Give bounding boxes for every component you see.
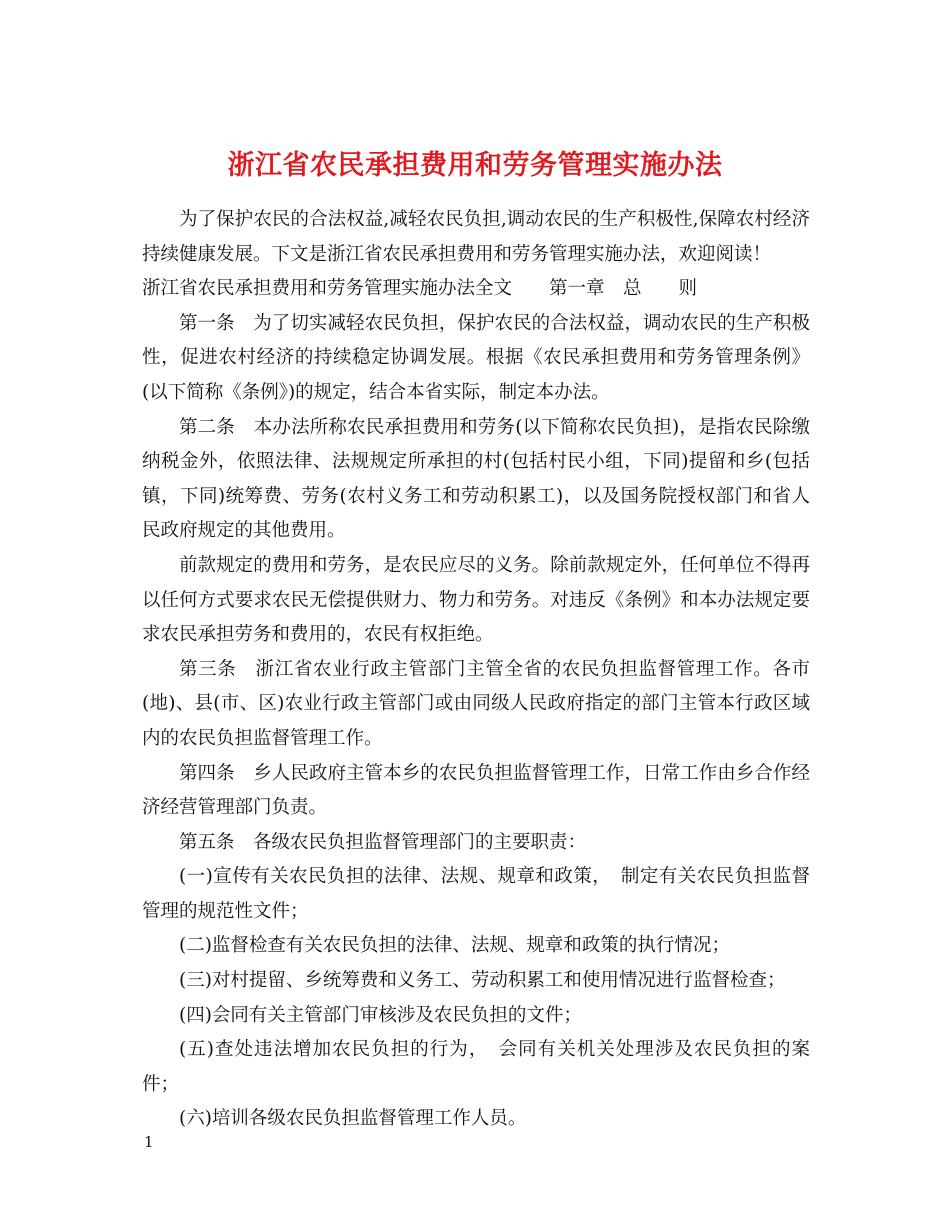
paragraph-article-3: 第三条 浙江省农业行政主管部门主管全省的农民负担监督管理工作。各市(地)、县(市、区)农业行政主管部门或由同级人民政府指定的部门主管本行政区域内的农民负担监督管理工作。: [142, 658, 810, 749]
list-item-duty-6: (六)培训各级农民负担监督管理工作人员。: [179, 1108, 527, 1130]
document-title: 浙江省农民承担费用和劳务管理实施办法: [227, 150, 723, 182]
paragraph-article-1: 第一条 为了切实减轻农民负担，保护农民的合法权益，调动农民的生产积极性，促进农村经济的持续稳定协调发展。根据《农民承担费用和劳务管理条例》(以下简称《条例》)的规定，结合本省实际，制定本办法。: [142, 312, 810, 403]
document-body: [142, 203, 810, 1137]
list-item-duty-1: (一)宣传有关农民负担的法律、法规、规章和政策， 制定有关农民负担监督管理的规范性文件；: [142, 866, 810, 922]
paragraph-intro: 为了保护农民的合法权益,减轻农民负担,调动农民的生产积极性,保障农村经济持续健康发展。下文是浙江省农民承担费用和劳务管理实施办法，欢迎阅读！: [142, 209, 810, 265]
paragraph-article-2-cont: 前款规定的费用和劳务，是农民应尽的义务。除前款规定外，任何单位不得再以任何方式要求农民无偿提供财力、物力和劳务。对违反《条例》和本办法规定要求农民承担劳务和费用的，农民有权拒绝。: [142, 554, 810, 646]
paragraph-article-2: 第二条 本办法所称农民承担费用和劳务(以下简称农民负担)，是指农民除缴纳税金外，依照法律、法规规定所承担的村(包括村民小组，下同)提留和乡(包括镇，下同)统筹费、劳务(农村义务工和劳动积累工)，以及国务院授权部门和省人民政府规定的其他费用。: [142, 416, 810, 542]
list-item-duty-4: (四)会同有关主管部门审核涉及农民负担的文件；: [179, 1004, 582, 1026]
page-number: 1: [144, 1133, 154, 1151]
list-item-duty-5: (五)查处违法增加农民负担的行为， 会同有关机关处理涉及农民负担的案件；: [142, 1039, 810, 1095]
list-item-duty-3: (三)对村提留、乡统筹费和义务工、劳动积累工和使用情况进行监督检查；: [179, 970, 786, 992]
paragraph-chapter-heading: 浙江省农民承担费用和劳务管理实施办法全文 第一章 总 则: [142, 278, 698, 300]
paragraph-article-4: 第四条 乡人民政府主管本乡的农民负担监督管理工作，日常工作由乡合作经济经营管理部门负责。: [142, 762, 810, 819]
list-item-duty-2: (二)监督检查有关农民负担的法律、法规、规章和政策的执行情况；: [179, 935, 730, 957]
paragraph-article-5: 第五条 各级农民负担监督管理部门的主要职责：: [179, 831, 587, 853]
